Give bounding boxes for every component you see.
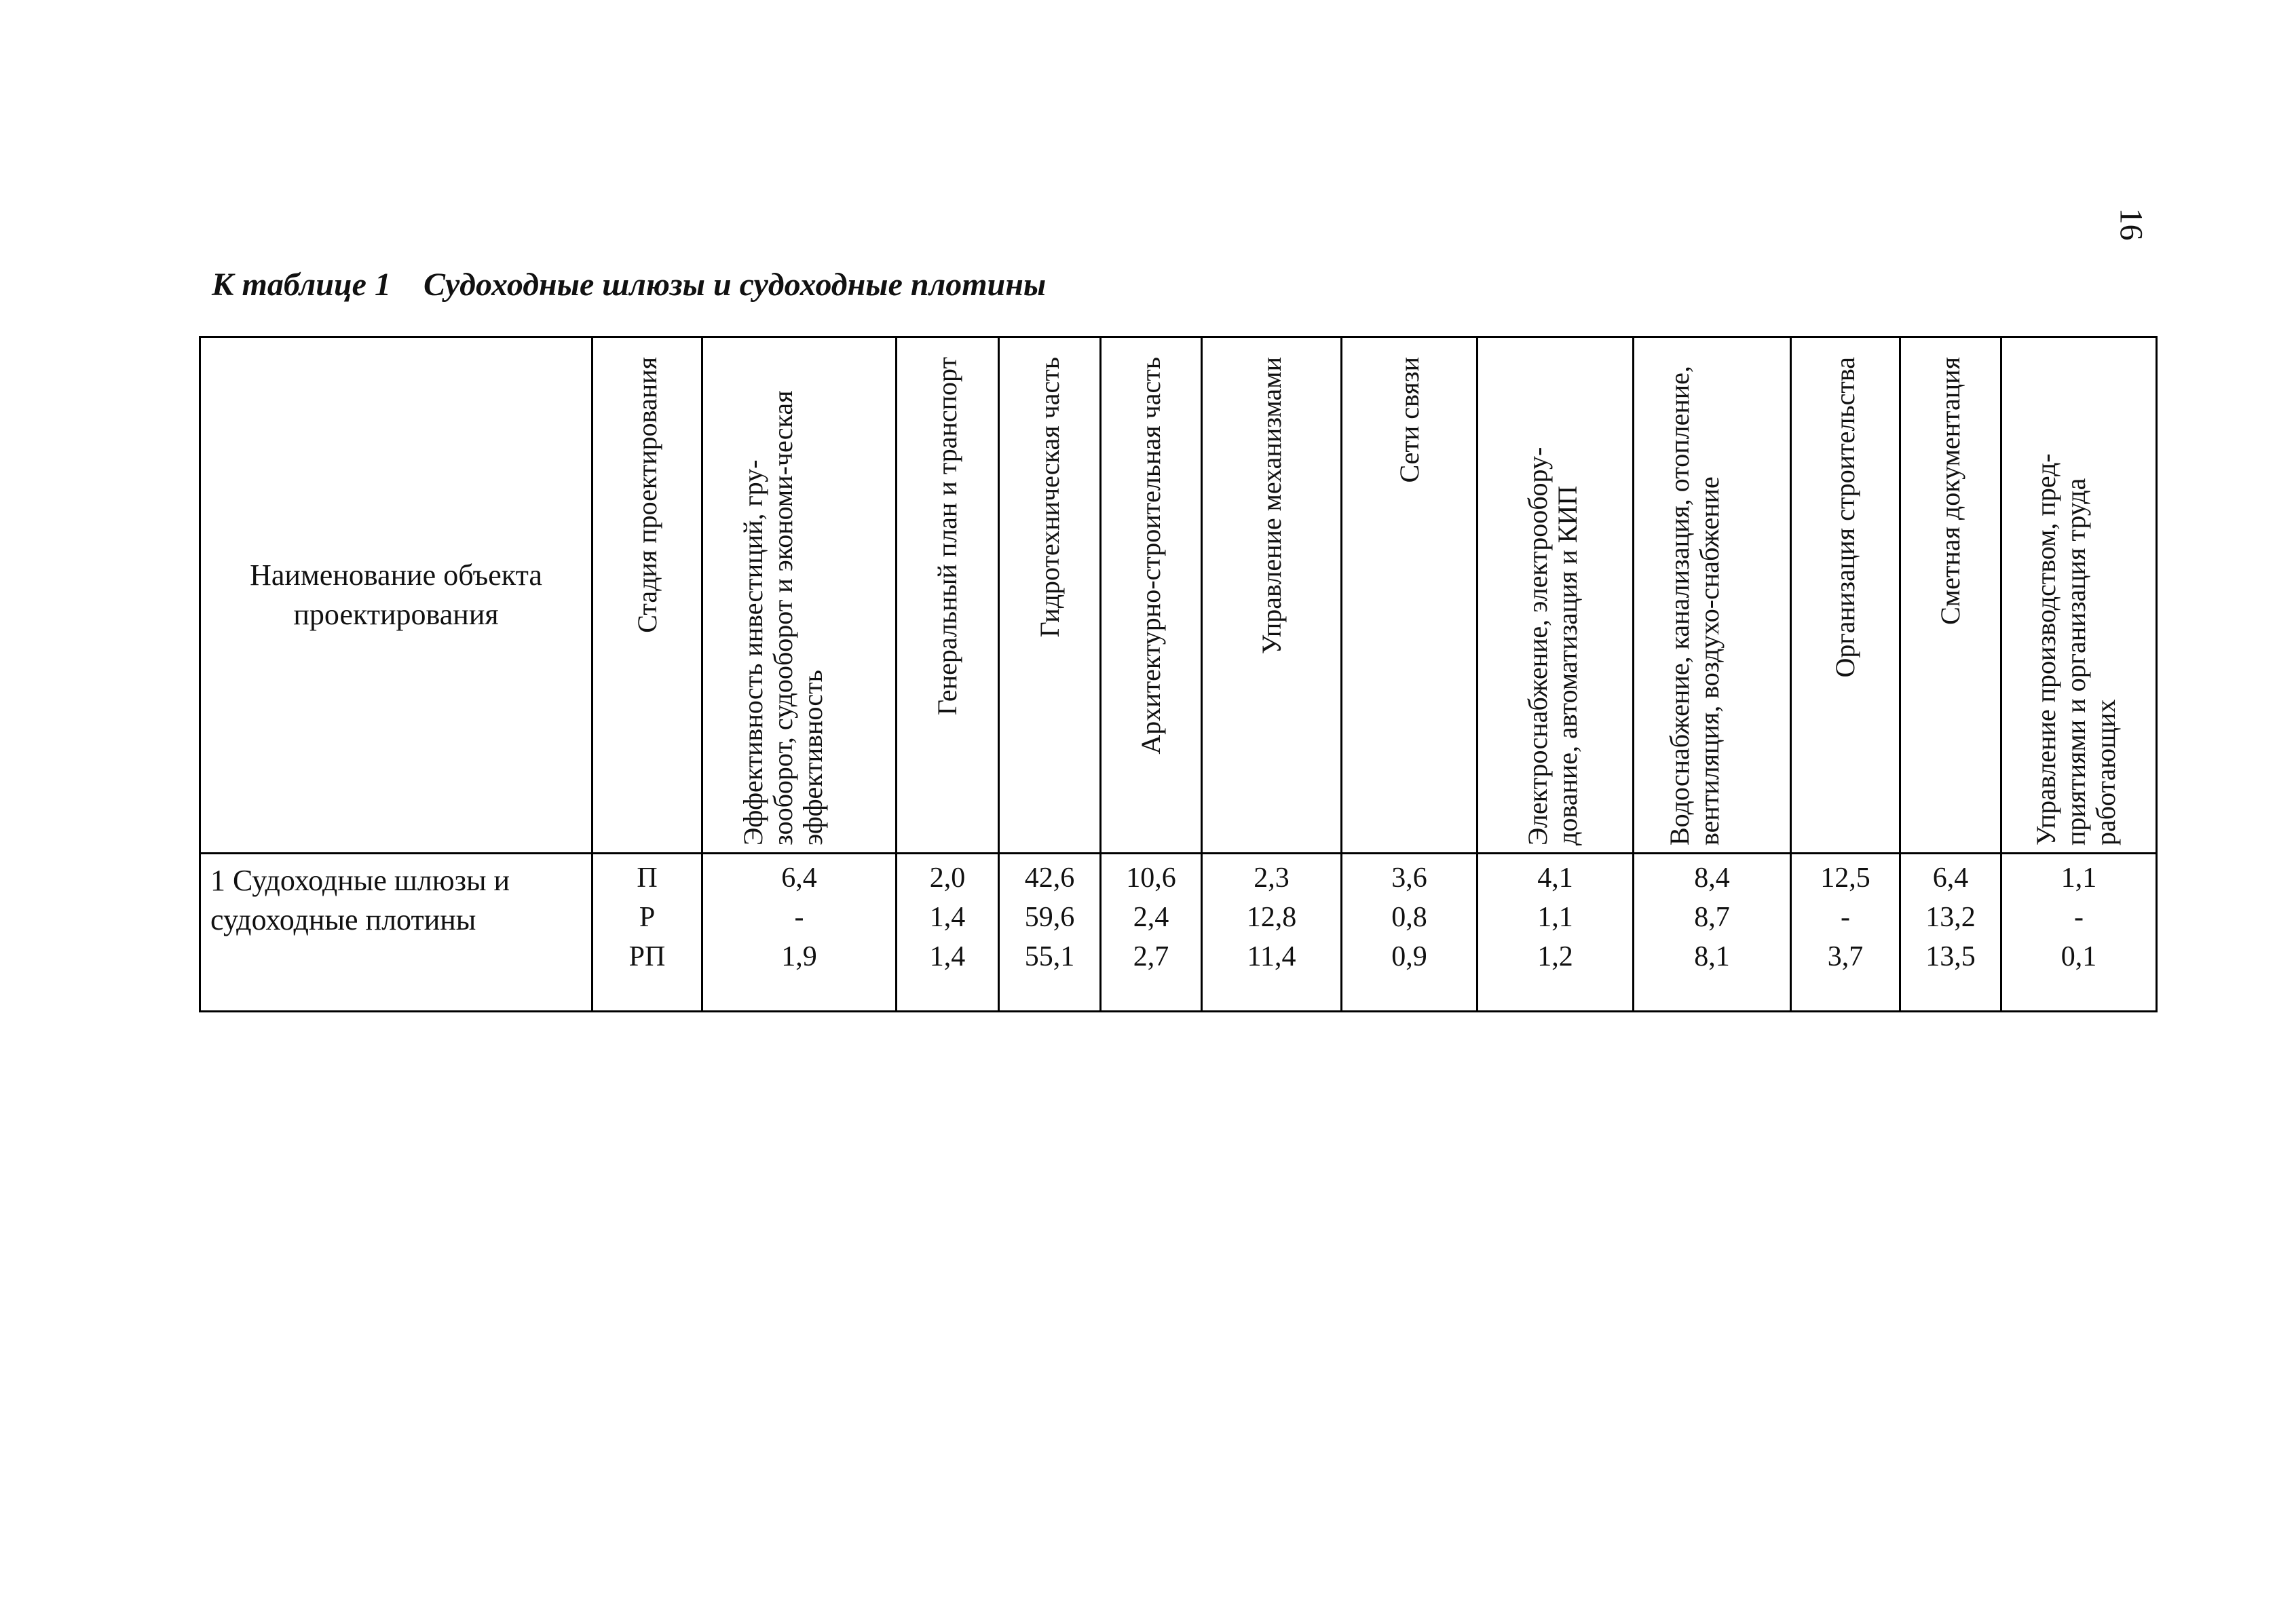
cell-value: -	[1841, 902, 1850, 933]
cell-construction	[1791, 854, 1900, 1012]
header-construction	[1791, 337, 1900, 854]
cell-architectural	[1101, 854, 1202, 1012]
cell-investment	[702, 854, 897, 1012]
header-hydrotechnical	[999, 337, 1101, 854]
cell-value: П	[637, 862, 658, 894]
cell-electrical	[1478, 854, 1634, 1012]
header-estimate	[1900, 337, 2001, 854]
caption-prefix: К таблице 1	[212, 267, 391, 303]
header-architectural	[1101, 337, 1202, 854]
cell-value: 2,0	[929, 862, 966, 894]
cell-value: 1,2	[1537, 941, 1573, 972]
cell-value: 11,4	[1247, 941, 1296, 972]
cell-value: 8,1	[1694, 941, 1730, 972]
cell-management	[2001, 854, 2157, 1012]
header-communication	[1342, 337, 1478, 854]
cell-value: 2,4	[1133, 902, 1169, 933]
header-electrical	[1478, 337, 1634, 854]
cell-value: 42,6	[1024, 862, 1075, 894]
header-mechanism-control-label: Управление механизмами	[1256, 357, 1287, 654]
cell-stage	[592, 854, 702, 1012]
cell-value: 1,1	[1537, 902, 1573, 933]
cell-value: 0,8	[1391, 902, 1427, 933]
cell-value: -	[794, 902, 804, 933]
cell-value: 13,2	[1925, 902, 1976, 933]
cell-value: 1,1	[2060, 862, 2097, 894]
cell-value: 3,6	[1391, 862, 1427, 894]
caption-title: Судоходные шлюзы и судоходные плотины	[423, 267, 1047, 303]
header-general-plan	[897, 337, 999, 854]
table-caption	[212, 266, 1046, 303]
cell-value: 8,4	[1694, 862, 1730, 894]
cell-estimate	[1900, 854, 2001, 1012]
header-stage	[592, 337, 702, 854]
header-object-name: Наименование объекта проектирования	[200, 337, 592, 854]
header-stage-label: Стадия проектирования	[631, 357, 662, 633]
header-row	[200, 337, 2157, 854]
cell-value: 12,5	[1820, 862, 1870, 894]
header-water-supply-label: Водоснабжение, канализация, отопление, вентиляция, воздухо-снабжение	[1663, 366, 1725, 845]
cell-value: Р	[639, 902, 656, 933]
cell-value: 1,4	[929, 941, 966, 972]
cell-value: 4,1	[1537, 862, 1573, 894]
header-mechanism-control	[1202, 337, 1342, 854]
cell-value: 13,5	[1925, 941, 1976, 972]
design-stages-table	[199, 336, 2158, 1012]
header-investment-label: Эффективность инвестиций, гру-зооборот, судооборот и экономи-ческая эффективность	[737, 390, 828, 845]
cell-value: 59,6	[1024, 902, 1075, 933]
header-communication-label: Сети связи	[1393, 357, 1425, 483]
cell-water-supply	[1634, 854, 1791, 1012]
cell-value: 2,3	[1254, 862, 1290, 894]
cell-value: 1,9	[781, 941, 817, 972]
row-object-name: 1 Судоходные шлюзы и судоходные плотины	[200, 854, 592, 1012]
cell-value: 6,4	[781, 862, 817, 894]
header-general-plan-label: Генеральный план и транспорт	[932, 357, 962, 716]
cell-value: 12,8	[1246, 902, 1297, 933]
cell-value: 0,1	[2060, 941, 2097, 972]
page-number-text: 16	[2113, 208, 2149, 240]
header-investment	[702, 337, 897, 854]
header-estimate-label: Сметная документация	[1935, 357, 1965, 625]
cell-value: 1,4	[929, 902, 966, 933]
cell-value: -	[2074, 902, 2084, 933]
cell-value: 2,7	[1133, 941, 1169, 972]
header-construction-label: Организация строительства	[1830, 357, 1860, 678]
cell-hydrotechnical	[999, 854, 1101, 1012]
header-management	[2001, 337, 2157, 854]
cell-value: 10,6	[1126, 862, 1176, 894]
header-electrical-label: Электроснабжение, электрообору-дование, автоматизация и КИП	[1522, 446, 1583, 845]
cell-value: 6,4	[1932, 862, 1969, 894]
table-row	[200, 854, 2157, 1012]
header-management-label: Управление производством, пред-приятиями и организация труда работающих	[2031, 453, 2121, 845]
cell-value: 3,7	[1827, 941, 1864, 972]
header-water-supply	[1634, 337, 1791, 854]
header-architectural-label: Архитектурно-строительная часть	[1135, 357, 1166, 755]
header-hydrotechnical-label: Гидротехническая часть	[1034, 357, 1065, 638]
cell-value: 8,7	[1694, 902, 1730, 933]
cell-mechanism-control	[1202, 854, 1342, 1012]
cell-general-plan	[897, 854, 999, 1012]
cell-value: РП	[628, 941, 666, 972]
cell-communication	[1342, 854, 1478, 1012]
cell-value: 0,9	[1391, 941, 1427, 972]
cell-value: 55,1	[1024, 941, 1075, 972]
page-number	[2090, 183, 2172, 265]
